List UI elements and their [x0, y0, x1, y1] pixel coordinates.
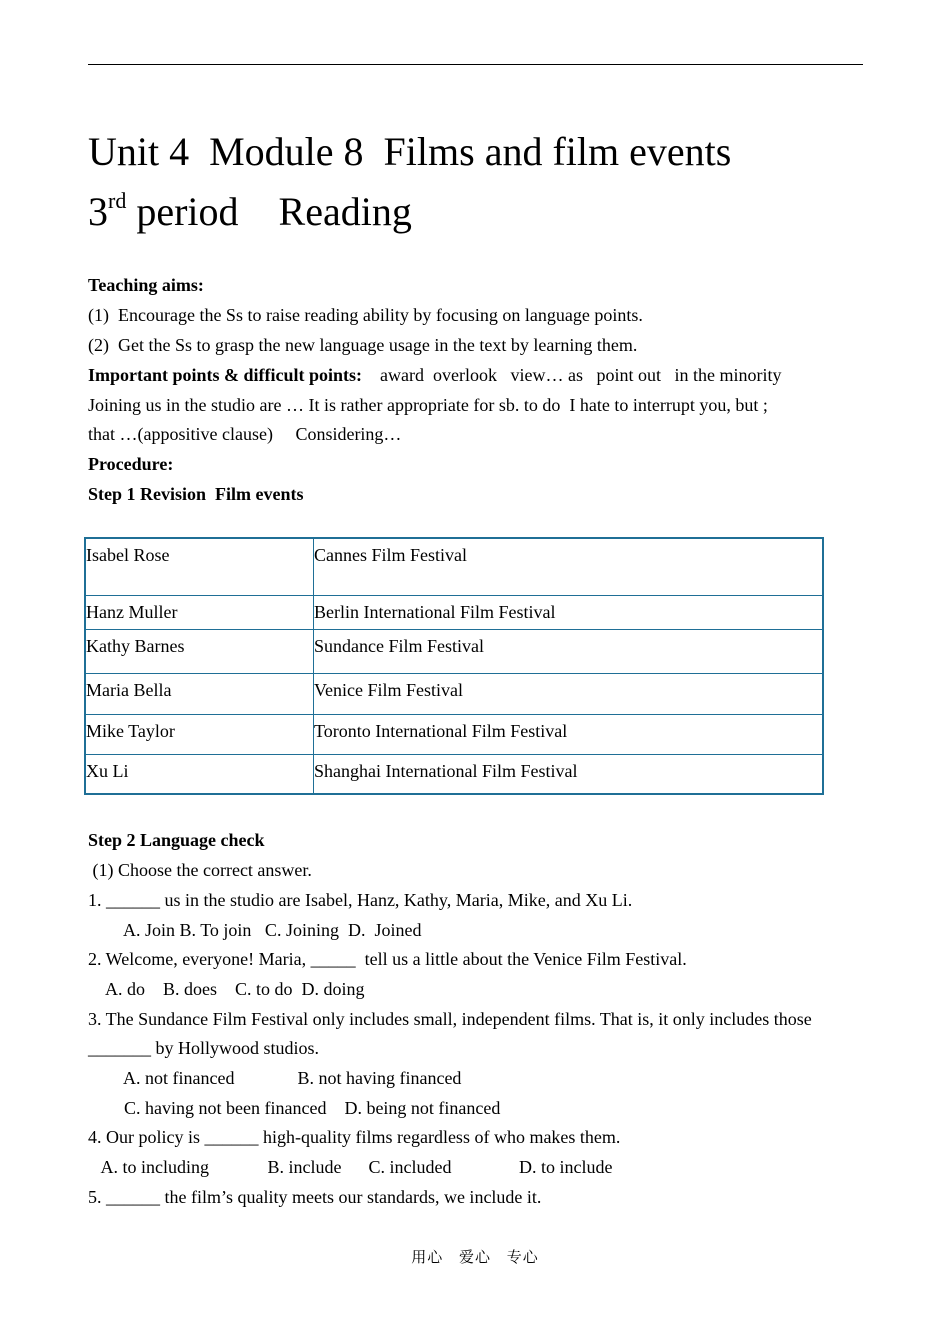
important-points-line	[88, 363, 781, 387]
festival-name: Cannes Film Festival	[314, 538, 824, 595]
important-points-heading: Important points & difficult points:	[88, 365, 363, 385]
options-line: A. Join B. To join C. Joining D. Joined	[88, 920, 422, 940]
period-label: period Reading	[126, 189, 412, 234]
step2-heading: Step 2 Language check	[88, 830, 265, 850]
period-ordinal: rd	[108, 188, 127, 213]
question-line: 4. Our policy is ______ high-quality films regardless of who makes them.	[88, 1127, 621, 1147]
festival-name: Sundance Film Festival	[314, 629, 824, 673]
unit-title: Unit 4 Module 8 Films and film events	[88, 129, 732, 174]
question-line: _______ by Hollywood studios.	[88, 1038, 320, 1058]
person-name: Xu Li	[85, 754, 314, 794]
step1-heading: Step 1 Revision Film events	[88, 484, 304, 504]
options-line: A. do B. does C. to do D. doing	[88, 979, 365, 999]
header-rule	[88, 64, 863, 65]
person-name: Isabel Rose	[85, 538, 314, 595]
person-name: Maria Bella	[85, 673, 314, 714]
film-events-table	[84, 537, 824, 795]
options-line: A. not financed B. not having financed	[88, 1068, 462, 1088]
table-row	[85, 754, 823, 794]
person-name: Hanz Muller	[85, 595, 314, 629]
procedure-heading: Procedure:	[88, 454, 174, 474]
table-row	[85, 714, 823, 754]
festival-name: Toronto International Film Festival	[314, 714, 824, 754]
question-line: 2. Welcome, everyone! Maria, _____ tell us a little about the Venice Film Festival.	[88, 949, 687, 969]
teaching-aims-heading: Teaching aims:	[88, 275, 204, 295]
important-points-line-2: Joining us in the studio are … It is rather appropriate for sb. to do I hate to interrupt you, but ;	[88, 395, 768, 415]
important-points-line-3: that …(appositive clause) Considering…	[88, 424, 402, 444]
festival-name: Shanghai International Film Festival	[314, 754, 824, 794]
table-row	[85, 629, 823, 673]
period-title	[88, 188, 412, 236]
person-name: Mike Taylor	[85, 714, 314, 754]
festival-name: Berlin International Film Festival	[314, 595, 824, 629]
festival-name: Venice Film Festival	[314, 673, 824, 714]
table-row	[85, 538, 823, 595]
table-row	[85, 673, 823, 714]
options-line: A. to including B. include C. included D. to include	[88, 1157, 613, 1177]
options-line: C. having not been financed D. being not financed	[88, 1098, 501, 1118]
step2-instruction: (1) Choose the correct answer.	[88, 860, 312, 880]
page-footer: 用心 爱心 专心	[411, 1248, 539, 1266]
question-line: 3. The Sundance Film Festival only includes small, independent films. That is, it only includes those	[88, 1009, 812, 1029]
person-name: Kathy Barnes	[85, 629, 314, 673]
aim-item: (2) Get the Ss to grasp the new language usage in the text by learning them.	[88, 335, 638, 355]
aim-item: (1) Encourage the Ss to raise reading ability by focusing on language points.	[88, 305, 643, 325]
period-number: 3	[88, 189, 108, 234]
table-row	[85, 595, 823, 629]
important-points-list: award overlook view… as point out in the minority	[362, 365, 782, 385]
question-line: 5. ______ the film’s quality meets our standards, we include it.	[88, 1187, 542, 1207]
question-line: 1. ______ us in the studio are Isabel, Hanz, Kathy, Maria, Mike, and Xu Li.	[88, 890, 633, 910]
